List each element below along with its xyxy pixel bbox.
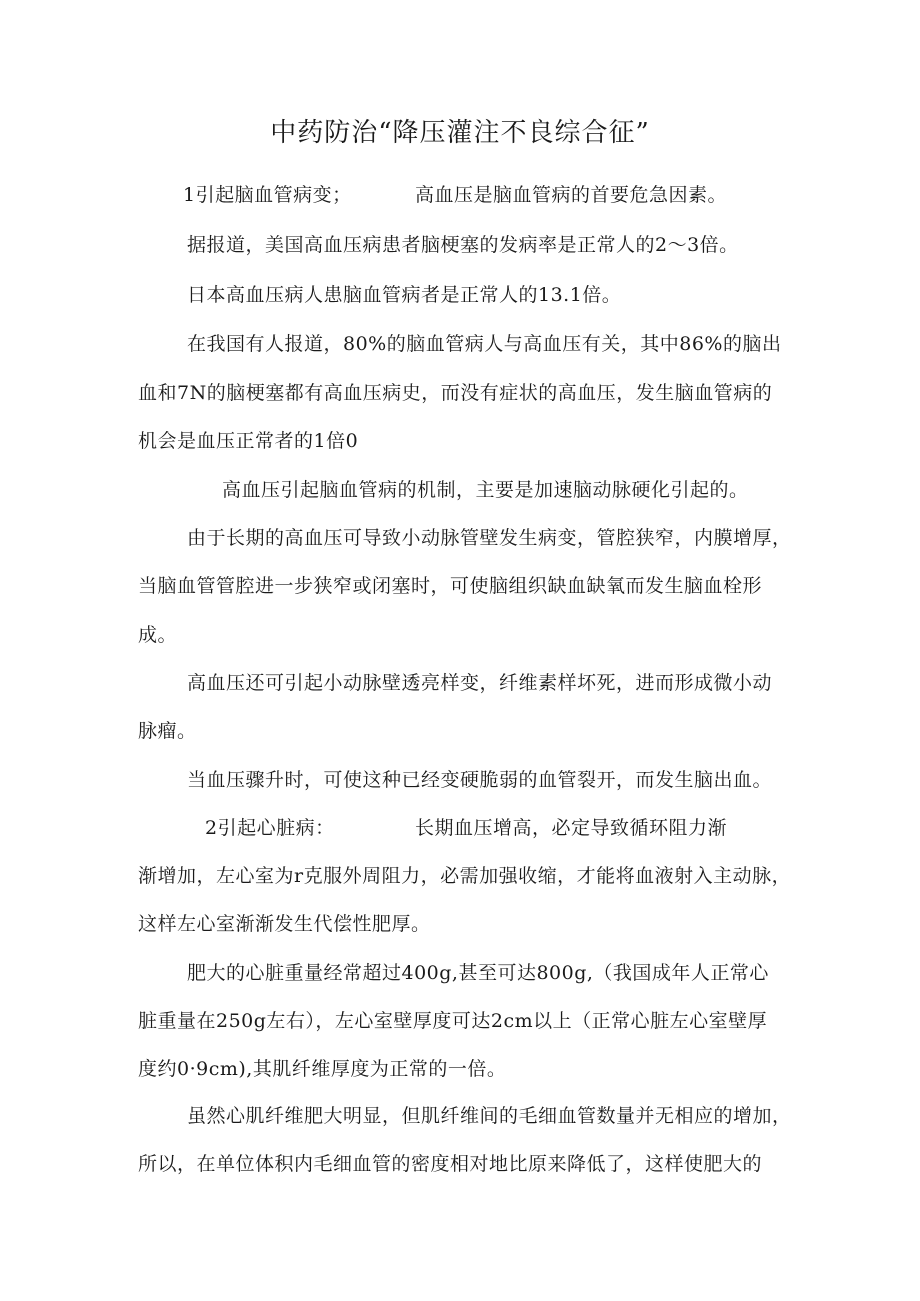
paragraph-line: 脏重量在250g左右），左心室壁厚度可达2cm以上（正常心脏左心室壁厚: [138, 1010, 768, 1032]
paragraph-line: 虽然心肌纤维肥大明显，但肌纤维间的毛细血管数量并无相应的增加，: [187, 1105, 792, 1127]
paragraph-line: 据报道，美国高血压病患者脑梗塞的发病率是正常人的2～3倍。: [187, 234, 739, 256]
section-2-heading-text: 长期血压增高，必定导致循环阻力渐: [415, 817, 728, 839]
paragraph-line: 这样左心室渐渐发生代偿性肥厚。: [138, 913, 431, 935]
paragraph-line: 肥大的心脏重量经常超过400g,甚至可达800g,（我国成年人正常心: [187, 962, 769, 984]
paragraph-line: 度约0·9cm),其肌纤维厚度为正常的一倍。: [138, 1058, 507, 1080]
paragraph-line: 渐增加，左心室为r克服外周阻力，必需加强收缩，才能将血液射入主动脉，: [138, 865, 792, 887]
paragraph-line: 机会是血压正常者的1倍0: [138, 430, 359, 452]
paragraph-line: 高血压引起脑血管病的机制，主要是加速脑动脉硬化引起的。: [222, 479, 749, 501]
paragraph-line: 当脑血管管腔进一步狭窄或闭塞时，可使脑组织缺血缺氧而发生脑血栓形: [138, 575, 763, 597]
paragraph-line: 日本高血压病人患脑血管病者是正常人的13.1倍。: [187, 284, 622, 306]
paragraph-line: 脉瘤。: [138, 720, 197, 742]
paragraph-line: 血和7N的脑梗塞都有高血压病史，而没有症状的高血压，发生脑血管病的: [138, 382, 773, 404]
paragraph-line: 高血压还可引起小动脉壁透亮样变，纤维素样坏死，进而形成微小动: [187, 672, 773, 694]
paragraph-line: 由于长期的高血压可导致小动脉管壁发生病变，管腔狭窄，内膜增厚，: [187, 527, 792, 549]
section-1-heading-text: 高血压是脑血管病的首要危急因素。: [415, 184, 728, 206]
paragraph-line: 在我国有人报道，80%的脑血管病人与高血压有关，其中86%的脑出: [187, 333, 782, 355]
paragraph-line: 所以，在单位体积内毛细血管的密度相对地比原来降低了，这样使肥大的: [138, 1153, 763, 1175]
section-1-heading: 1引起脑血管病变；: [183, 184, 352, 206]
document-title: 中药防治“降压灌注不良综合征”: [270, 118, 650, 148]
section-2-heading: 2引起心脏病：: [205, 817, 335, 839]
paragraph-line: 当血压骤升时，可使这种已经变硬脆弱的血管裂开，而发生脑出血。: [187, 769, 773, 791]
paragraph-line: 成。: [138, 624, 178, 646]
